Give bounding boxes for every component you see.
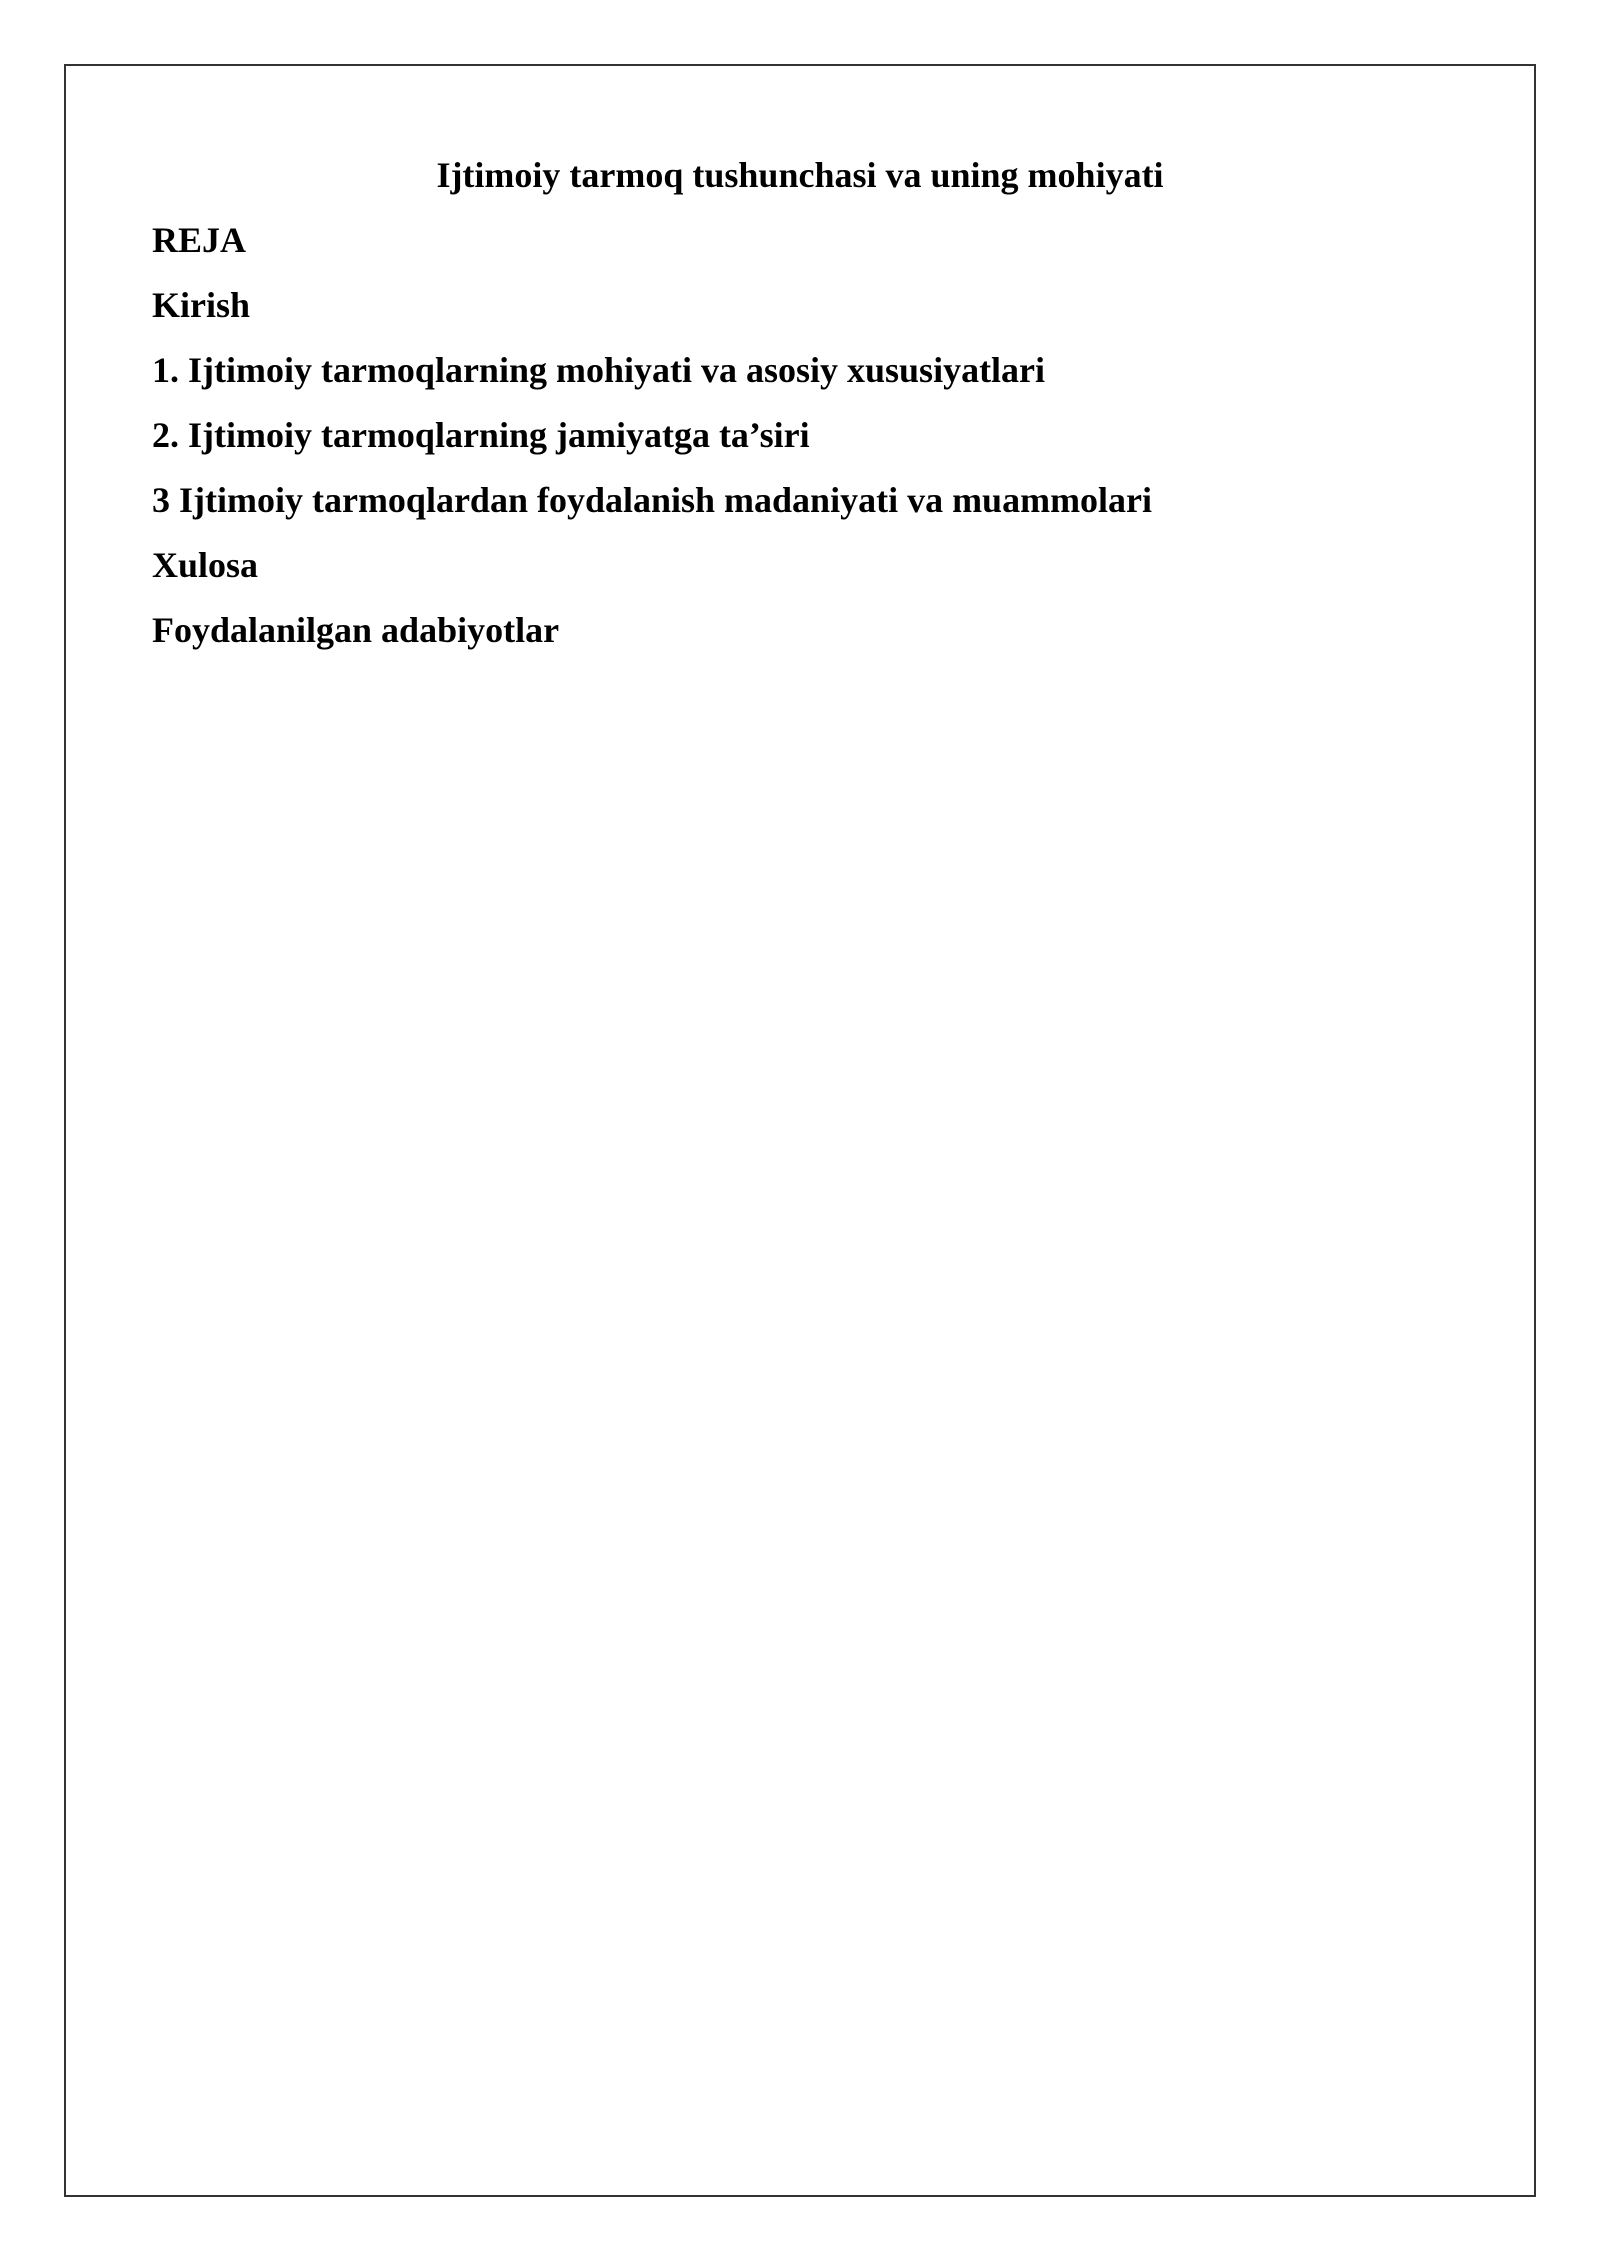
- plan-list: [152, 215, 1152, 670]
- plan-item-conclusion: Xulosa: [152, 545, 259, 585]
- plan-item-introduction: Kirish: [152, 285, 251, 325]
- plan-item-3: 3 Ijtimoiy tarmoqlardan foydalanish madaniyati va muammolari: [152, 480, 1153, 520]
- document-title: Ijtimoiy tarmoq tushunchasi va uning mohiyati: [436, 155, 1164, 195]
- plan-item-references: Foydalanilgan adabiyotlar: [152, 610, 560, 650]
- plan-item-2: 2. Ijtimoiy tarmoqlarning jamiyatga ta’siri: [152, 415, 810, 455]
- plan-item-1: 1. Ijtimoiy tarmoqlarning mohiyati va asosiy xususiyatlari: [152, 350, 1046, 390]
- plan-heading: REJA: [152, 220, 247, 260]
